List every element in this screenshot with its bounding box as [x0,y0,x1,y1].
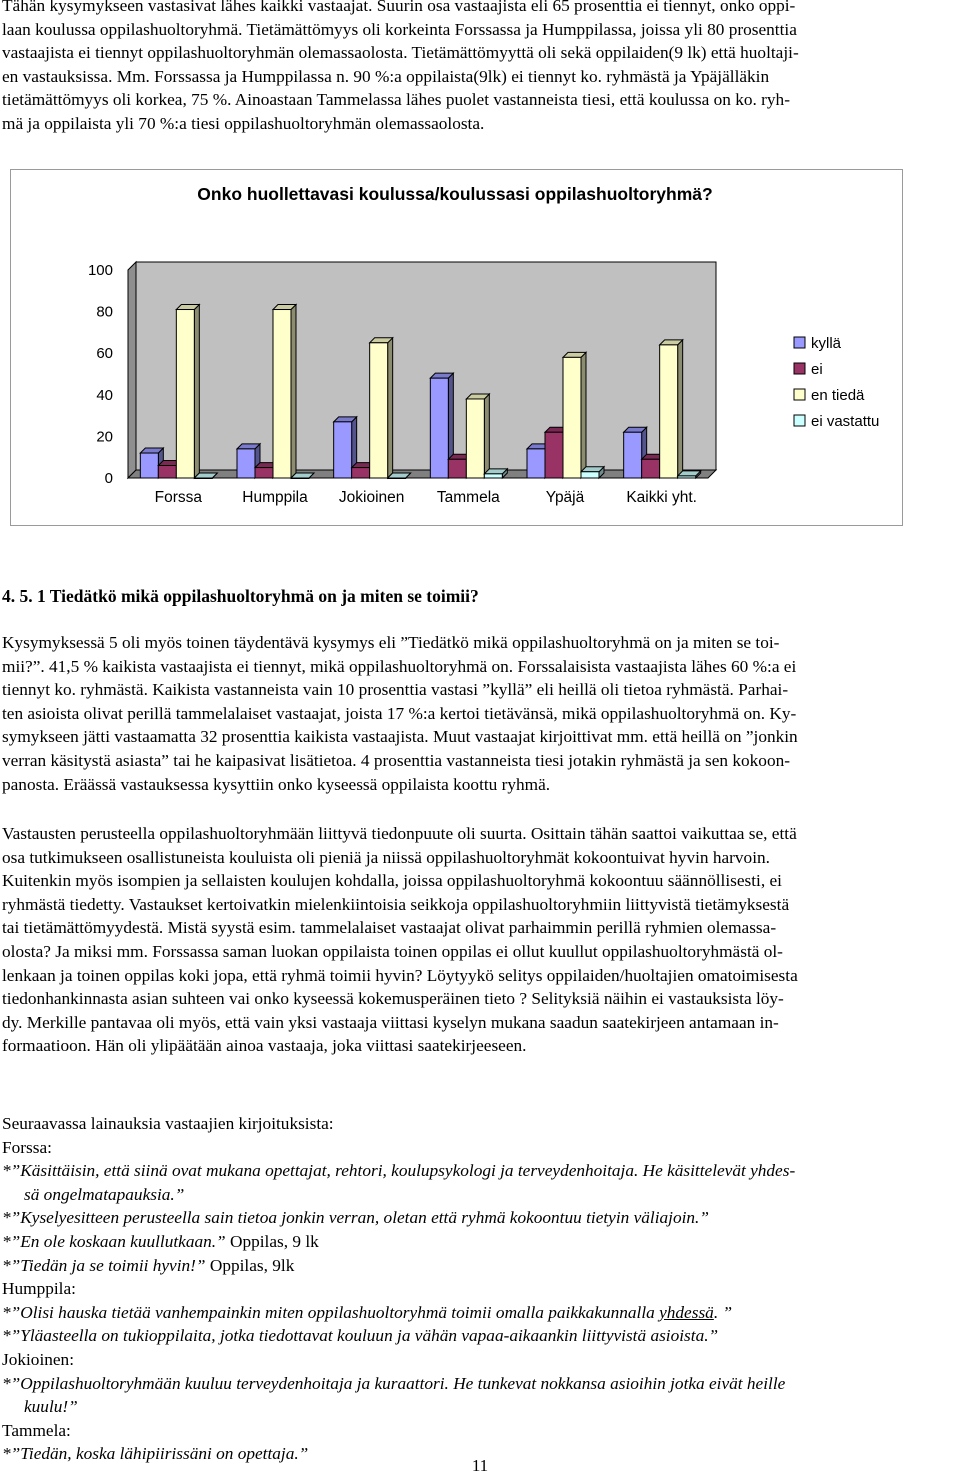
quote-text: *”Olisi hauska tietää vanhempainkin miten oppilashuoltoryhmä toimii omalla paikkakunnalla [2,1302,660,1322]
text-line: mii?”. 41,5 % kaikista vastaajista ei tiennyt, mikä oppilashuoltoryhmä on. Forssalaisista vastaajista lähes 60 %:a ei [2,656,797,676]
y-tick-label: 80 [96,303,113,321]
quote-text: *”Tiedän ja se toimii hyvin!” [2,1255,206,1275]
paragraph-question-5 [2,631,957,796]
bar-side [581,352,586,478]
quote-line: *”Oppilashuoltoryhmään kuuluu terveydenhoitaja ja kuraattori. He tunkevat nokkansa asioihin jotka eivät heille [2,1373,786,1393]
bar-front [545,432,563,478]
legend-swatch [794,415,805,426]
text-line: mä ja oppilaista yli 70 %:a tiesi oppilashuoltoryhmän olemassaolosta. [2,113,485,133]
quote-line: sä ongelmatapauksia.” [24,1184,185,1204]
bar-front [430,378,448,478]
plot-area [88,262,716,506]
bar-front [484,474,502,478]
quote-attribution: Oppilas, 9lk [205,1255,295,1275]
bar-front [448,459,466,478]
bar-chart [10,169,903,526]
quote-line: *”Kyselyesitteen perusteella sain tietoa jonkin verran, oletan että ryhmä kokoontuu tietyin väliajoin.” [2,1208,709,1228]
bar-front [466,399,484,478]
section-heading: 4. 5. 1 Tiedätkö mikä oppilashuoltoryhmä on ja miten se toimii? [2,586,479,606]
text-line: ten asioista olivat perillä tammelalaiset vastaajat, joista 17 %:a kertoi tietävänsä, mikä oppilashuoltoryhmä on. Ky- [2,703,797,723]
chart-canvas [11,170,904,527]
bar-front [660,345,678,478]
bar-front [176,310,194,478]
text-line: olosta? Ja miksi mm. Forssassa saman luokan oppilaista toinen oppilas ei ollut kuullut oppilashuoltoryhmästä ol- [2,941,783,961]
location-label-humppila: Humppila: [2,1279,76,1299]
x-tick-label: Jokioinen [338,489,405,506]
x-tick-label: Forssa [154,489,203,506]
text-line: osa tutkimukseen osallistuneista kouluista oli pieniä ja niissä oppilashuoltoryhmät kokoontuivat hyvin harvoin. [2,847,770,867]
bar [484,469,507,478]
bar-front [255,468,273,478]
bar-front [678,476,696,478]
bar-front [291,478,309,479]
bar-front [352,468,370,478]
y-tick-label: 60 [96,345,113,363]
underlined-word: yhdessä [659,1302,714,1322]
text-line: tiennyt ko. ryhmästä. Kaikista vastanneista vain 10 prosenttia vastasi ”kyllä” eli heillä oli tietoa ryhmästä. Parhai- [2,680,789,700]
text-line: en vastauksissa. Mm. Forssassa ja Humppilassa n. 90 %:a oppilaista(9lk) ei tiennyt ko. ryhmästä ja Ypäjälläkin [2,66,770,86]
legend-label: ei vastattu [811,413,880,430]
quote-line [2,1230,957,1254]
bar [581,467,604,478]
bar-front [158,466,176,478]
bar-front [642,459,660,478]
bar-front [527,449,545,478]
legend-swatch [794,363,805,374]
chart-title: Onko huollettavasi koulussa/koulussasi oppilashuoltoryhmä? [197,184,713,204]
intro-paragraph [2,0,957,136]
quote-line [2,1254,957,1278]
bar-side [291,305,296,478]
bar-front [370,343,388,478]
text-line: tai tietämättömyydestä. Mistä syystä esim. tammelalaiset vastaajat olivat parhaimmin perillä ryhmien olemassa- [2,918,777,938]
bar [466,394,489,478]
text-line: dy. Merkille pantavaa oli myös, että vain yksi vastaaja viittasi kyselyn mukana saadun saatekirjeen antamaan in- [2,1012,779,1032]
bar [176,305,199,478]
bar-front [581,472,599,478]
x-tick-label: Humppila [242,489,308,506]
bar [563,352,586,478]
quote-text: *”En ole koskaan kuullutkaan.” [2,1231,226,1251]
quotes-section [2,1112,957,1466]
quote-text: . ” [713,1302,733,1322]
bar [370,338,393,478]
quote-line: kuulu!” [24,1397,78,1417]
bar-front [334,422,352,478]
quote-line: *”Käsittäisin, että siinä ovat mukana opettajat, rehtori, koulupsykologi ja terveydenhoitaja. He käsittelevät yhdes- [2,1161,796,1181]
quote-attribution: Oppilas, 9 lk [225,1231,319,1251]
quotes-intro: Seuraavassa lainauksia vastaajien kirjoituksista: [2,1114,334,1133]
location-label-tammela: Tammela: [2,1420,71,1440]
text-line: tietämättömyys oli korkea, 75 %. Ainoastaan Tammelassa lähes puolet vastanneista tiesi, että koulussa on ko. ryh- [2,90,790,110]
text-line: tiedonhankinnasta asian suhteen vai onko kyseessä kokemusperäinen tieto ? Selityksiä näihin ei vastauksista löy- [2,989,784,1009]
page-number: 11 [471,1456,489,1475]
y-tick-label: 40 [96,386,113,404]
text-line: Kuitenkin myös isompien ja sellaisten koulujen kohdalla, joissa oppilashuoltoryhmä kokoontuu säännöllisesti, ei [2,871,782,891]
text-line: vastaajista ei tiennyt oppilashuoltoryhmän olemassaolosta. Tietämättömyyttä oli sekä oppilaiden(9 lk) että huoltaji- [2,43,799,63]
location-label-forssa: Forssa: [2,1137,52,1157]
bar-front [388,478,406,479]
bar-side [484,394,489,478]
bar-front [237,449,255,478]
bar [660,340,683,478]
text-line: lenkaan ja toinen oppilas koki jopa, että ryhmä toimii hyvin? Löytyykö selitys oppilaiden/huoltajien omatoimisesta [2,965,798,985]
text-line: laan koulussa oppilashuoltoryhmä. Tietämättömyys oli korkeinta Forssassa ja Humppilassa, joissa yli 80 prosenttia [2,19,797,39]
x-tick-label: Ypäjä [545,489,585,506]
bar [273,305,296,478]
legend-label: kyllä [811,335,842,352]
y-tick-label: 20 [96,428,113,446]
quote-line: *”Tiedän, koska lähipiirissäni on opettaja.” [2,1444,309,1464]
location-label-jokioinen: Jokioinen: [2,1349,75,1369]
bar [678,471,701,478]
text-line: Kysymyksessä 5 oli myös toinen täydentävä kysymys eli ”Tiedätkö mikä oppilashuoltoryhmä on ja miten se toi- [2,633,780,652]
y-tick-label: 100 [87,262,113,279]
paragraph-analysis [2,822,957,1058]
text-line: Vastausten perusteella oppilashuoltoryhmään liittyvä tiedonpuute oli suurta. Osittain tähän saattoi vaikuttaa se, että [2,824,797,843]
quote-line: *”Yläasteella on tukioppilaita, jotka tiedottavat kouluun ja vähän vapaa-aikaankin liittyvistä asioista.” [2,1326,719,1346]
legend-label: ei [811,361,823,378]
legend-label: en tiedä [811,387,865,404]
text-line: formaatioon. Hän oli ylipäätään ainoa vastaaja, joka viittasi saatekirjeeseen. [2,1036,527,1056]
legend-swatch [794,389,805,400]
text-line: panosta. Eräässä vastauksessa kysyttiin onko kyseessä oppilaista koottu ryhmä. [2,774,551,794]
bar-front [194,478,212,479]
bar-side [194,305,199,478]
bar-side [388,338,393,478]
text-line: symykseen jätti vastaamatta 32 prosenttia kaikista vastaajista. Muut vastaajat kirjoittivat mm. että heillä on ”jonkin [2,727,798,747]
quote-line [2,1301,957,1325]
text-line: ryhmästä tiedetty. Vastaukset kertoivatkin mielenkiintoisia seikkoja oppilashuoltoryhmiin liittyvistä tietämyksestä [2,894,790,914]
y-tick-label: 0 [104,470,113,487]
x-tick-label: Kaikki yht. [626,489,697,506]
bar-front [563,357,581,478]
plot-side-wall [128,262,136,478]
bar-front [140,453,158,478]
bar-front [624,432,642,478]
bar-side [678,340,683,478]
bar-front [273,310,291,478]
x-tick-label: Tammela [436,489,500,506]
chart-legend [794,335,879,430]
legend-swatch [794,337,805,348]
text-line: Tähän kysymykseen vastasivat lähes kaikki vastaajat. Suurin osa vastaajista eli 65 prosenttia ei tiennyt, onko oppi- [2,0,796,15]
text-line: verran käsitystä asiasta” tai he kaipasivat lisätietoa. 4 prosenttia vastanneista tiesi jotakin ryhmästä ja sen kokoon- [2,750,790,770]
